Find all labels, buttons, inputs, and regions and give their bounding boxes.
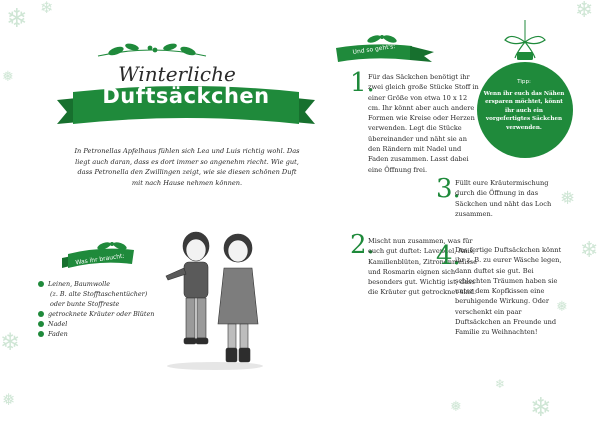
snowflake-icon: ❅ bbox=[2, 69, 14, 85]
title-line: Winterliche bbox=[118, 62, 236, 86]
snowflake-icon: ❄ bbox=[580, 238, 599, 263]
bullet-icon bbox=[38, 311, 44, 317]
list-item: getrocknete Kräuter oder Blüten bbox=[38, 309, 183, 319]
tip-label: Tipp: bbox=[517, 79, 531, 85]
list-item: Leinen, Baumwolle bbox=[38, 279, 183, 289]
intro-text: In Petronellas Apfelhaus fühlen sich Lea und Luis richtig wohl. Das liegt auch daran, dass es dort immer so angenehm riecht. Wie gut, dass Petronella den Zwillingen zeigt, wie sie diesen schönen Duft mit nach Hause nehmen können. bbox=[74, 147, 300, 187]
title-banner-text: Duftsäckchen bbox=[102, 84, 270, 108]
step-text: Mischt nun zusammen, was für euch gut duftet: Lavendel, Anis, Kamillenblüten, Zitronenmelisse und Rosmarin eignen sich besonders gut. Wichtig ist, dass die Kräuter gut getrocknet sind. bbox=[368, 237, 478, 297]
step-number: 3. bbox=[436, 174, 461, 204]
bullet-icon bbox=[38, 321, 44, 327]
steps-heading: Und so geht's: bbox=[352, 43, 396, 56]
bullet-icon bbox=[38, 281, 44, 287]
step-number: 2. bbox=[350, 230, 375, 260]
step-text: Füllt eure Kräutermischung durch die Öffnung in das Säckchen und näht das Loch zusammen. bbox=[455, 179, 552, 218]
snowflake-icon: ❅ bbox=[556, 299, 568, 315]
snowflake-icon: ❄ bbox=[495, 377, 506, 391]
step-text: Für das Säckchen benötigt ihr zwei gleich große Stücke Stoff in einer Größe von etwa 10 x 12 cm. Ihr könnt aber auch andere Formen wie Kreise oder Herzen verwenden. Legt die Stücke übereinander und näht sie an den Rändern mit Nadel und Faden zusammen. Lasst dabei eine Öffnung frei. bbox=[368, 73, 479, 174]
holly-decoration-icon bbox=[92, 38, 212, 64]
materials-heading: Was ihr braucht: bbox=[75, 252, 125, 267]
snowflake-icon: ❅ bbox=[2, 390, 16, 409]
list-item: Nadel bbox=[38, 319, 183, 329]
tip-text: Wenn ihr euch das Nähen ersparen möchtet, könnt ihr auch ein vorgefertigtes Säckchen verwenden. bbox=[483, 90, 565, 131]
list-item: Faden bbox=[38, 329, 183, 339]
list-item-continuation: oder bunte Stoffreste bbox=[50, 300, 120, 308]
snowflake-icon: ❅ bbox=[560, 188, 576, 209]
step-text: Das fertige Duftsäckchen könnt ihr z. B. zu eurer Wäsche legen, dann duftet sie gut. Bei schlechten Träumen haben sie unter dem Kopfkissen eine beruhigende Wirkung. Oder verschenkt ein paar Duftsäckchen an Freunde und Familie zu Weihnachten! bbox=[455, 246, 562, 337]
step-number: 4. bbox=[436, 241, 461, 271]
snowflake-icon: ❄ bbox=[40, 0, 54, 17]
snowflake-icon: ❄ bbox=[6, 4, 28, 34]
bullet-icon bbox=[38, 331, 44, 337]
list-item-continuation: (z. B. alte Stofftaschentücher) bbox=[50, 290, 148, 298]
snowflake-icon: ❅ bbox=[450, 399, 462, 415]
snowflake-icon: ❄ bbox=[575, 0, 594, 23]
step-number: 1. bbox=[350, 68, 375, 98]
snowflake-icon: ❄ bbox=[530, 393, 552, 423]
snowflake-icon: ❄ bbox=[0, 328, 21, 356]
children-illustration bbox=[160, 224, 270, 374]
tip-box bbox=[482, 78, 566, 133]
